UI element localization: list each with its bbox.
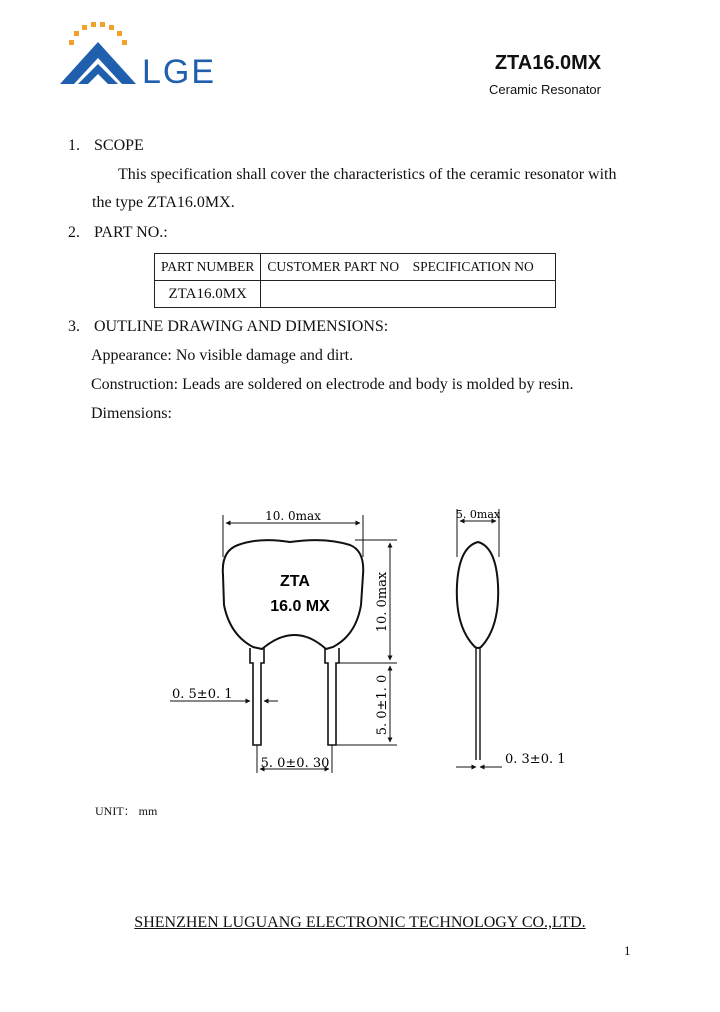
resonator-body	[223, 540, 363, 649]
section-outline-heading: OUTLINE DRAWING AND DIMENSIONS:	[94, 318, 389, 335]
logo-mountain-icon	[60, 42, 136, 84]
part-number-table	[154, 253, 556, 308]
outline-drawing	[150, 495, 590, 780]
section-scope-number: 1.	[68, 137, 80, 154]
table-header-cell	[261, 254, 556, 281]
scope-text-line1: This specification shall cover the characteristics of the ceramic resonator with	[118, 166, 617, 183]
table-row	[155, 281, 556, 308]
section-part-heading: PART NO.:	[94, 224, 168, 241]
width-dim-label: 10. 0max	[265, 509, 321, 523]
section-outline-number: 3.	[68, 318, 80, 335]
dimensions-label: Dimensions:	[91, 405, 172, 422]
section-part-number: 2.	[68, 224, 80, 241]
pitch-dim-label: 5. 0±0. 30	[260, 756, 330, 771]
table-header-cell: PART NUMBER	[155, 254, 261, 281]
lead-length-dim-label: 5. 0±1. 0	[375, 674, 390, 736]
thickness-dim-label: 5. 0max	[455, 508, 501, 521]
section-scope-heading: SCOPE	[94, 137, 144, 154]
company-logo	[58, 18, 238, 90]
body-marking-line1: ZTA	[280, 573, 310, 590]
table-header-customer: CUSTOMER PART NO	[267, 259, 400, 274]
part-subtitle: Ceramic Resonator	[489, 82, 601, 97]
side-view-lead	[476, 647, 480, 760]
height-dim-label: 10. 0max	[375, 571, 390, 633]
lead-dia-dim-label: 0. 5±0. 1	[172, 687, 233, 702]
body-marking-line2: 16.0 MX	[270, 598, 330, 615]
right-lead	[325, 648, 339, 745]
part-title: ZTA16.0MX	[494, 52, 602, 74]
side-view-body	[457, 542, 498, 648]
logo-text: LGE	[142, 53, 217, 90]
unit-label: UNIT： mm	[95, 804, 158, 818]
scope-text-line2: the type ZTA16.0MX.	[92, 194, 235, 211]
footer-company: SHENZHEN LUGUANG ELECTRONIC TECHNOLOGY CO.,LTD.	[134, 914, 586, 931]
logo-sun-rays-icon	[69, 22, 127, 45]
left-lead	[250, 648, 264, 745]
construction-text: Construction: Leads are soldered on electrode and body is molded by resin.	[91, 376, 574, 393]
page-number: 1	[624, 943, 631, 958]
appearance-text: Appearance: No visible damage and dirt.	[91, 347, 354, 364]
table-header-row	[155, 254, 556, 281]
table-cell-customer	[261, 281, 556, 308]
table-cell-part-number: ZTA16.0MX	[155, 281, 261, 308]
table-header-spec: SPECIFICATION NO	[412, 259, 534, 274]
side-lead-dim-label: 0. 3±0. 1	[505, 752, 566, 767]
